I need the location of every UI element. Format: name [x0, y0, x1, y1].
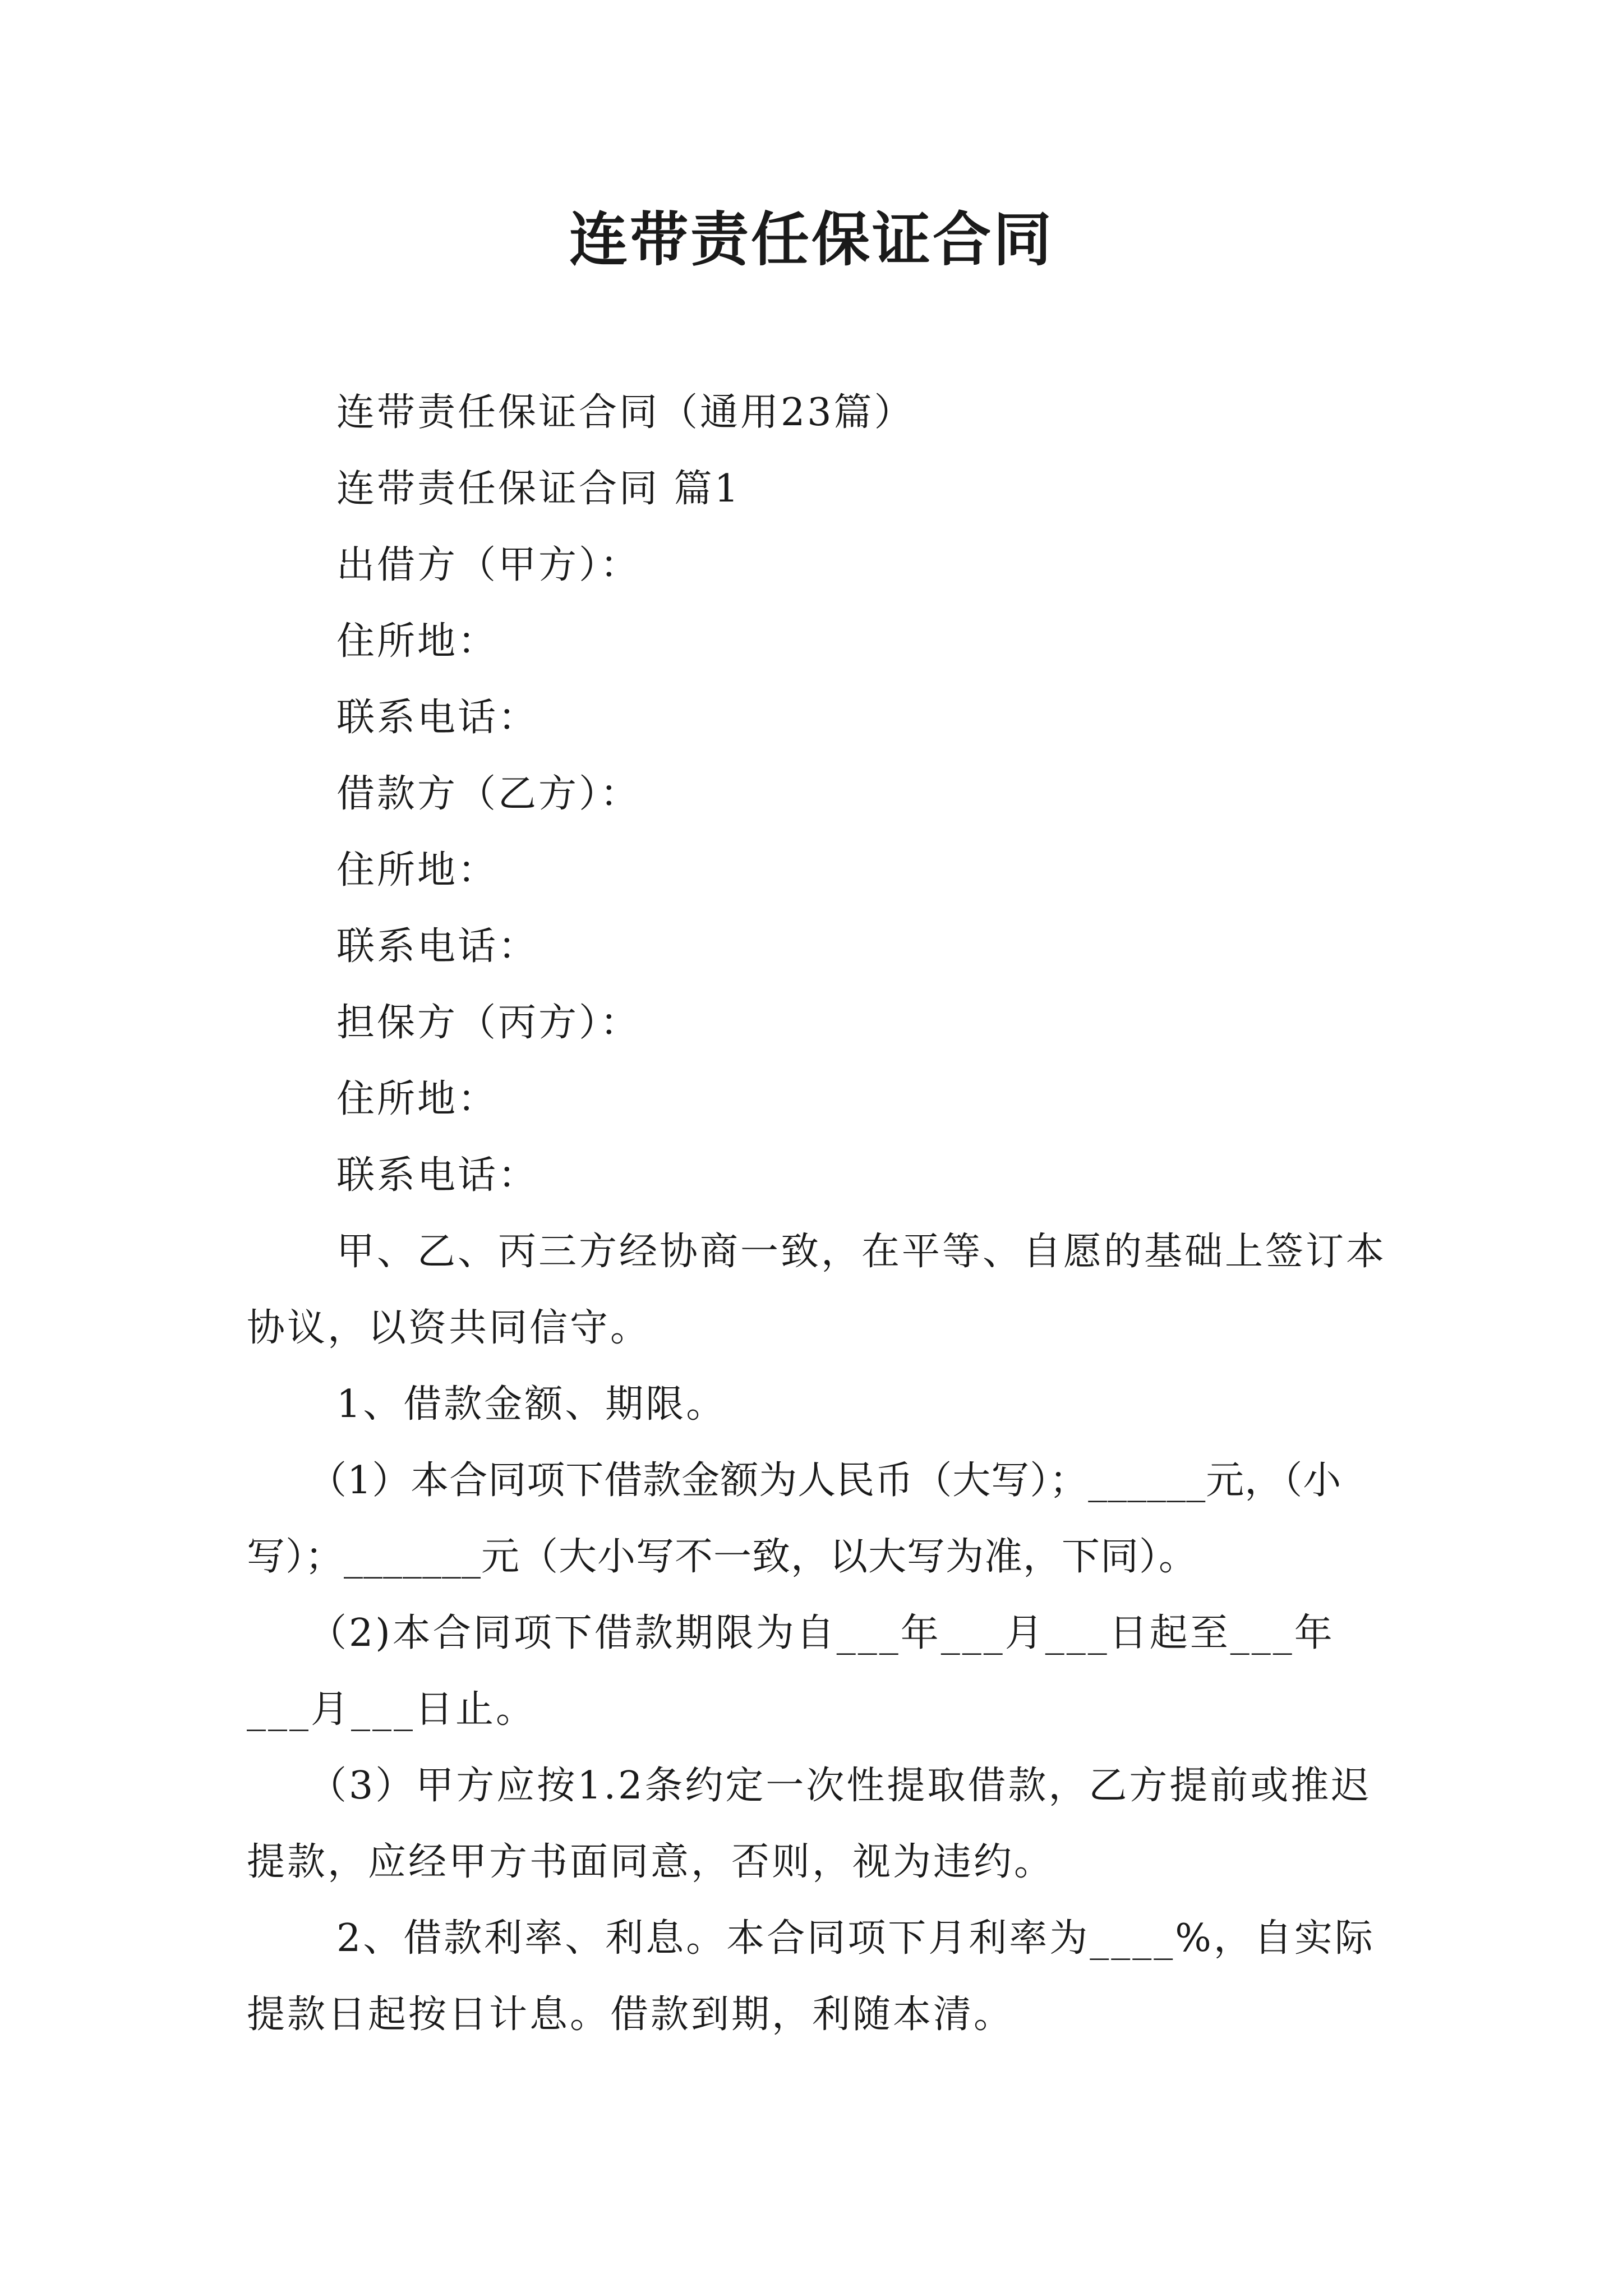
document-title: 连带责任保证合同	[569, 205, 1054, 274]
clause-1-2: （2)本合同项下借款期限为自___年___月___日起至___年___月___日止。	[247, 1611, 1335, 1732]
lender-phone-label: 联系电话：	[336, 696, 539, 740]
lender-label: 出借方（甲方）：	[336, 543, 641, 587]
guarantor-address-label: 住所地：	[336, 1077, 499, 1121]
clause-2: 2、借款利率、利息。本合同项下月利率为____%，自实际提款日起按日计息。借款到期，利随本清。	[247, 1916, 1375, 2037]
lender-address-label: 住所地：	[336, 619, 499, 664]
document-subtitle: 连带责任保证合同（通用23篇）	[336, 390, 915, 435]
clause-1-heading: 1、借款金额、期限。	[336, 1382, 727, 1427]
agreement-preamble: 甲、乙、丙三方经协商一致，在平等、自愿的基础上签订本协议，以资共同信守。	[247, 1230, 1387, 1350]
section-heading: 连带责任保证合同 篇1	[336, 467, 741, 511]
guarantor-label: 担保方（丙方）：	[336, 1001, 641, 1045]
borrower-label: 借款方（乙方）：	[336, 772, 641, 816]
clause-1-3: （3）甲方应按1.2条约定一次性提取借款，乙方提前或推迟提款，应经甲方书面同意，否则，视为违约。	[247, 1764, 1372, 1884]
document-body	[247, 375, 1391, 2053]
guarantor-phone-label: 联系电话：	[336, 1153, 539, 1198]
borrower-phone-label: 联系电话：	[336, 924, 539, 969]
clause-1-1: （1）本合同项下借款金额为人民币（大写）；______元，（小写）；_______元（大小写不一致，以大写为准，下同）。	[247, 1458, 1342, 1579]
borrower-address-label: 住所地：	[336, 848, 499, 892]
